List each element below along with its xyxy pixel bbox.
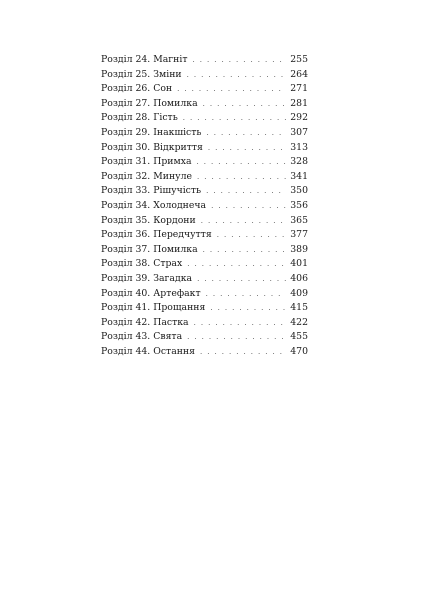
page-number: 255 <box>290 54 308 65</box>
toc-entry <box>101 111 308 126</box>
chapter-title: Розділ 24. Магніт <box>101 54 188 65</box>
dot-leader <box>211 199 286 214</box>
toc-entry <box>101 141 308 156</box>
chapter-title: Розділ 43. Свята <box>101 331 183 343</box>
page-number: 415 <box>290 302 308 314</box>
page-number: 313 <box>290 141 308 153</box>
dot-leader <box>183 111 286 126</box>
page-number: 406 <box>290 272 308 284</box>
chapter-title: Розділ 28. Гість <box>101 112 178 124</box>
dot-leader <box>197 170 286 185</box>
chapter-title: Розділ 41. Прощання <box>101 302 206 314</box>
chapter-title: Розділ 27. Помилка <box>101 97 198 109</box>
dot-leader <box>217 228 286 243</box>
page-number: 341 <box>290 170 308 182</box>
chapter-title: Розділ 39. Загадка <box>101 272 193 284</box>
toc-entry <box>101 97 308 112</box>
dot-leader <box>192 53 286 68</box>
dot-leader <box>197 155 287 170</box>
page-number: 307 <box>290 126 308 138</box>
page-number: 292 <box>290 112 308 124</box>
dot-leader <box>187 68 287 83</box>
page-number: 328 <box>290 156 308 168</box>
toc-entry <box>101 170 308 185</box>
chapter-title: Розділ 32. Минуле <box>101 170 193 182</box>
dot-leader <box>203 243 287 258</box>
dot-leader <box>206 184 286 199</box>
page-number: 377 <box>290 229 308 241</box>
dot-leader <box>203 97 287 112</box>
toc-entry <box>101 301 308 316</box>
dot-leader <box>197 272 286 287</box>
page-number: 409 <box>290 287 308 299</box>
dot-leader <box>200 345 286 360</box>
dot-leader <box>177 82 286 97</box>
dot-leader <box>187 257 286 272</box>
page-number: 264 <box>290 68 308 80</box>
page-number: 455 <box>290 331 308 343</box>
toc-entry <box>101 257 308 272</box>
chapter-title: Розділ 30. Відкриття <box>101 141 203 153</box>
chapter-title: Розділ 38. Страх <box>101 258 183 270</box>
dot-leader <box>201 214 287 229</box>
page-number: 401 <box>290 258 308 270</box>
page-number: 389 <box>290 243 308 255</box>
chapter-title: Розділ 29. Інакшість <box>101 126 202 138</box>
chapter-title: Розділ 31. Примха <box>101 156 192 168</box>
chapter-title: Розділ 33. Рішучість <box>101 185 202 197</box>
page-number: 365 <box>290 214 308 226</box>
chapter-title: Розділ 25. Зміни <box>101 68 182 80</box>
page-number: 281 <box>290 97 308 109</box>
toc-entry <box>101 199 308 214</box>
dot-leader <box>206 287 287 302</box>
dot-leader <box>194 316 287 331</box>
dot-leader <box>208 141 286 156</box>
toc-entry <box>101 82 308 97</box>
toc-entry <box>101 228 308 243</box>
toc-entry <box>101 330 308 345</box>
page-number: 271 <box>290 83 308 95</box>
toc-entry <box>101 243 308 258</box>
dot-leader <box>210 301 286 316</box>
chapter-title: Розділ 35. Кордони <box>101 214 196 226</box>
page-number: 350 <box>290 185 308 197</box>
chapter-title: Розділ 34. Холоднеча <box>101 199 207 211</box>
chapter-title: Розділ 37. Помилка <box>101 243 198 255</box>
page-number: 470 <box>290 345 308 357</box>
chapter-title: Розділ 40. Артефакт <box>101 287 201 299</box>
chapter-title: Розділ 26. Сон <box>101 83 173 95</box>
toc-entry <box>101 184 308 199</box>
chapter-title: Розділ 36. Передчуття <box>101 229 212 241</box>
toc-entry <box>101 272 308 287</box>
toc-entry <box>101 345 308 360</box>
toc-entry <box>101 316 308 331</box>
toc-entry <box>101 287 308 302</box>
toc-entry <box>101 126 308 141</box>
toc-entry <box>101 53 308 68</box>
toc-entry <box>101 68 308 83</box>
dot-leader <box>187 330 286 345</box>
chapter-title: Розділ 44. Остання <box>101 345 195 357</box>
dot-leader <box>206 126 286 141</box>
chapter-title: Розділ 42. Пастка <box>101 316 189 328</box>
table-of-contents <box>101 53 308 359</box>
page-number: 356 <box>290 199 308 211</box>
toc-entry <box>101 214 308 229</box>
page-number: 422 <box>290 316 308 328</box>
toc-entry <box>101 155 308 170</box>
